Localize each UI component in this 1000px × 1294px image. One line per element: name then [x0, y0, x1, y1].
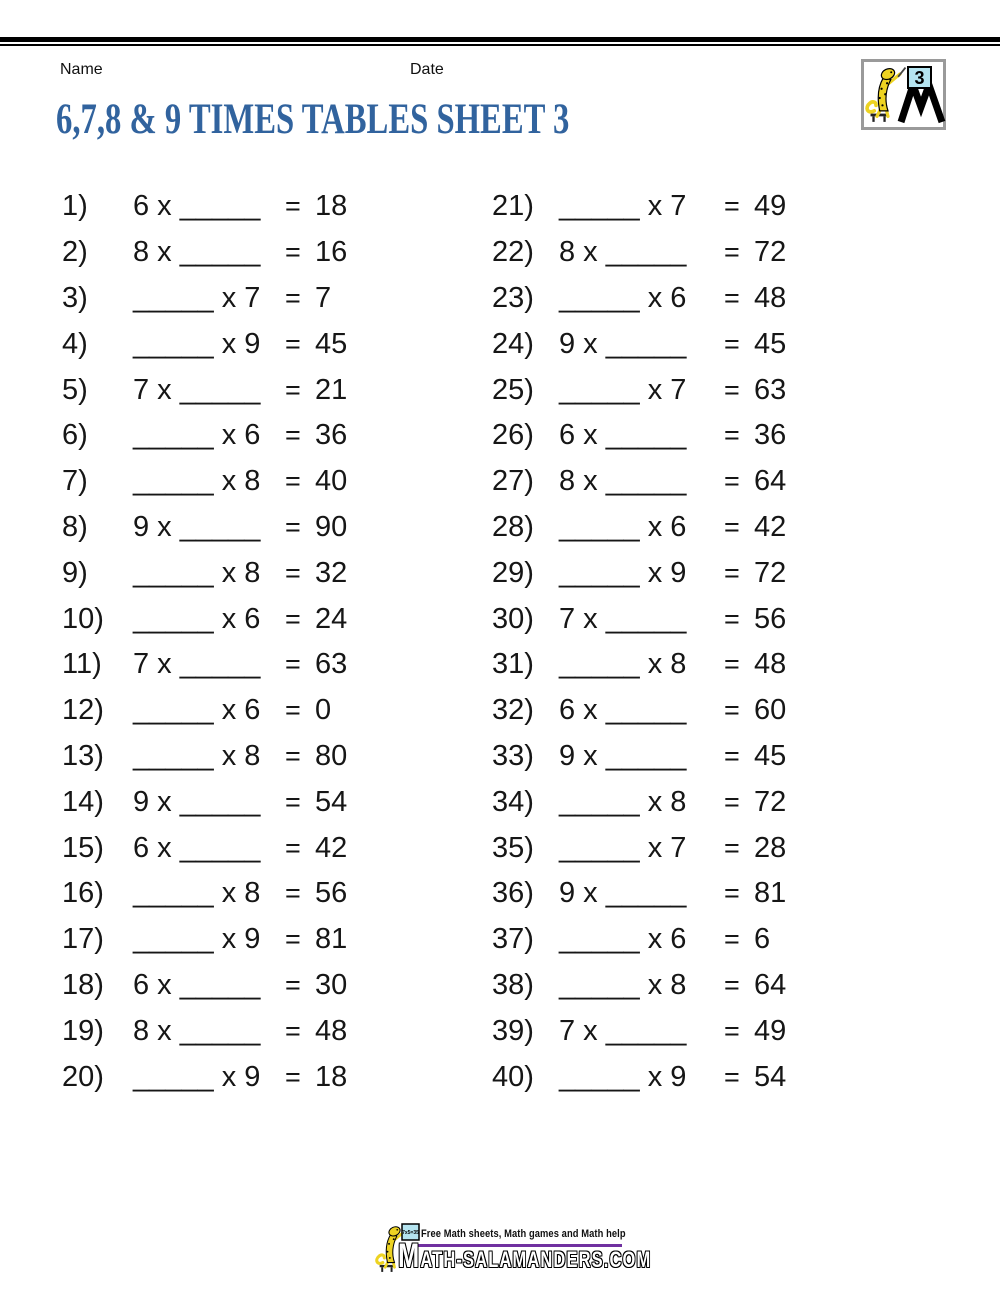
problem-row — [492, 825, 786, 871]
equals-sign: = — [285, 1061, 301, 1092]
equals-sign: = — [724, 1015, 740, 1046]
equals-sign: = — [724, 328, 740, 359]
problem-row — [62, 505, 347, 551]
problem-row — [492, 642, 786, 688]
problem-answer: 36 — [754, 419, 787, 452]
problem-expression: _____ x 6 — [559, 923, 687, 956]
problem-number: 13) — [62, 739, 104, 772]
problem-answer: 42 — [754, 510, 787, 543]
problem-row — [492, 779, 786, 825]
problem-answer: 81 — [315, 923, 348, 956]
problem-row — [492, 413, 786, 459]
problem-number: 40) — [492, 1060, 534, 1093]
equals-sign: = — [285, 740, 301, 771]
problem-row — [62, 321, 347, 367]
problem-number: 31) — [492, 648, 534, 681]
problem-number: 37) — [492, 923, 534, 956]
problem-expression: _____ x 9 — [133, 923, 261, 956]
equals-sign: = — [285, 969, 301, 1000]
equals-sign: = — [724, 557, 740, 588]
problem-expression: _____ x 6 — [133, 602, 261, 635]
problem-expression: 6 x _____ — [133, 190, 261, 223]
equals-sign: = — [285, 420, 301, 451]
problem-expression: _____ x 8 — [133, 465, 261, 498]
problem-expression: 8 x _____ — [559, 465, 687, 498]
problem-row — [492, 1054, 786, 1100]
problem-answer: 6 — [754, 923, 771, 956]
problem-expression: 7 x _____ — [559, 1014, 687, 1047]
problem-number: 22) — [492, 236, 534, 269]
problem-answer: 24 — [315, 602, 348, 635]
problem-number: 38) — [492, 968, 534, 1001]
equals-sign: = — [724, 924, 740, 955]
problem-row — [492, 596, 786, 642]
equals-sign: = — [724, 282, 740, 313]
problem-answer: 40 — [315, 465, 348, 498]
problem-row — [62, 230, 347, 276]
equals-sign: = — [724, 511, 740, 542]
problem-number: 14) — [62, 785, 104, 818]
problem-number: 17) — [62, 923, 104, 956]
problem-number: 39) — [492, 1014, 534, 1047]
equals-sign: = — [285, 237, 301, 268]
problem-row — [62, 459, 347, 505]
problem-number: 2) — [62, 236, 88, 269]
equals-sign: = — [285, 924, 301, 955]
equals-sign: = — [285, 466, 301, 497]
problem-number: 8) — [62, 510, 88, 543]
problem-expression: _____ x 7 — [559, 190, 687, 223]
problem-answer: 21 — [315, 373, 348, 406]
problem-row — [492, 734, 786, 780]
problem-expression: _____ x 8 — [133, 739, 261, 772]
brand-m-letter: M — [398, 1237, 421, 1275]
problem-number: 20) — [62, 1060, 104, 1093]
problem-row — [62, 550, 347, 596]
problem-expression: 8 x _____ — [559, 236, 687, 269]
problem-row — [62, 1008, 347, 1054]
problem-row — [62, 871, 347, 917]
equals-sign: = — [724, 237, 740, 268]
problem-expression: _____ x 9 — [559, 1060, 687, 1093]
problem-number: 7) — [62, 465, 88, 498]
problem-expression: _____ x 9 — [133, 1060, 261, 1093]
problem-number: 11) — [62, 648, 102, 681]
equals-sign: = — [285, 695, 301, 726]
equals-sign: = — [285, 832, 301, 863]
problem-row — [62, 1054, 347, 1100]
problem-expression: 8 x _____ — [133, 236, 261, 269]
equals-sign: = — [724, 466, 740, 497]
problem-answer: 7 — [315, 281, 332, 314]
problem-expression: 9 x _____ — [559, 739, 687, 772]
problem-row — [492, 459, 786, 505]
problem-row — [492, 276, 786, 322]
page-title: 6,7,8 & 9 TIMES TABLES SHEET 3 — [56, 96, 570, 143]
problem-row — [492, 688, 786, 734]
problem-answer: 42 — [315, 831, 348, 864]
problem-expression: 6 x _____ — [133, 968, 261, 1001]
equals-sign: = — [285, 603, 301, 634]
problem-row — [492, 321, 786, 367]
problem-answer: 54 — [315, 785, 348, 818]
footer-tagline: Free Math sheets, Math games and Math help — [421, 1228, 626, 1240]
problem-expression: _____ x 6 — [133, 419, 261, 452]
problem-number: 35) — [492, 831, 534, 864]
problem-expression: _____ x 8 — [559, 785, 687, 818]
problems-column-right — [492, 184, 786, 1100]
problem-number: 4) — [62, 327, 88, 360]
problem-row — [62, 276, 347, 322]
problem-number: 23) — [492, 281, 534, 314]
equals-sign: = — [724, 649, 740, 680]
problem-number: 5) — [62, 373, 88, 406]
problem-expression: 7 x _____ — [559, 602, 687, 635]
problem-number: 32) — [492, 694, 534, 727]
problem-expression: 6 x _____ — [133, 831, 261, 864]
problem-row — [62, 734, 347, 780]
problem-answer: 64 — [754, 465, 787, 498]
problem-expression: 9 x _____ — [559, 877, 687, 910]
problem-number: 3) — [62, 281, 88, 314]
problem-answer: 56 — [754, 602, 787, 635]
problem-expression: _____ x 6 — [133, 694, 261, 727]
problem-answer: 48 — [315, 1014, 348, 1047]
problem-row — [62, 642, 347, 688]
problem-answer: 72 — [754, 556, 787, 589]
problem-answer: 16 — [315, 236, 348, 269]
problem-expression: _____ x 7 — [559, 373, 687, 406]
problem-expression: 7 x _____ — [133, 373, 261, 406]
problem-expression: 6 x _____ — [559, 694, 687, 727]
problem-expression: _____ x 6 — [559, 510, 687, 543]
problem-number: 30) — [492, 602, 534, 635]
problem-row — [492, 184, 786, 230]
problem-number: 12) — [62, 694, 104, 727]
equals-sign: = — [285, 557, 301, 588]
problem-number: 1) — [62, 190, 88, 223]
problem-answer: 64 — [754, 968, 787, 1001]
problem-row — [492, 230, 786, 276]
problem-expression: 8 x _____ — [133, 1014, 261, 1047]
footer-board-text: 7x5=35 — [402, 1230, 419, 1236]
problem-number: 36) — [492, 877, 534, 910]
equals-sign: = — [285, 878, 301, 909]
site-rest-text: ATH-SALAMANDERS.COM — [420, 1247, 652, 1272]
problem-number: 33) — [492, 739, 534, 772]
problem-expression: 6 x _____ — [559, 419, 687, 452]
problem-number: 27) — [492, 465, 534, 498]
problem-row — [62, 413, 347, 459]
problem-number: 24) — [492, 327, 534, 360]
problem-number: 25) — [492, 373, 534, 406]
equals-sign: = — [724, 878, 740, 909]
problem-expression: _____ x 9 — [133, 327, 261, 360]
problem-expression: _____ x 8 — [559, 968, 687, 1001]
footer — [375, 1222, 665, 1282]
problem-row — [492, 963, 786, 1009]
problem-answer: 60 — [754, 694, 787, 727]
equals-sign: = — [724, 969, 740, 1000]
problem-number: 19) — [62, 1014, 104, 1047]
problem-number: 21) — [492, 190, 534, 223]
problem-answer: 45 — [754, 327, 787, 360]
problem-number: 28) — [492, 510, 534, 543]
problem-row — [62, 825, 347, 871]
equals-sign: = — [724, 191, 740, 222]
problem-row — [492, 871, 786, 917]
top-rule-thick — [0, 37, 1000, 42]
problem-answer: 63 — [315, 648, 348, 681]
problem-answer: 72 — [754, 236, 787, 269]
problem-row — [62, 917, 347, 963]
problem-row — [62, 184, 347, 230]
problem-number: 18) — [62, 968, 104, 1001]
problem-answer: 48 — [754, 281, 787, 314]
problem-number: 16) — [62, 877, 104, 910]
problem-number: 34) — [492, 785, 534, 818]
equals-sign: = — [285, 649, 301, 680]
equals-sign: = — [285, 1015, 301, 1046]
problem-row — [62, 596, 347, 642]
problem-number: 6) — [62, 419, 88, 452]
salamander-logo-badge — [861, 59, 946, 130]
equals-sign: = — [724, 695, 740, 726]
equals-sign: = — [724, 786, 740, 817]
problem-row — [492, 505, 786, 551]
problem-number: 15) — [62, 831, 104, 864]
problem-answer: 72 — [754, 785, 787, 818]
equals-sign: = — [285, 191, 301, 222]
problem-expression: _____ x 8 — [559, 648, 687, 681]
problem-answer: 36 — [315, 419, 348, 452]
problem-row — [492, 367, 786, 413]
problem-answer: 56 — [315, 877, 348, 910]
equals-sign: = — [724, 740, 740, 771]
name-label: Name — [60, 61, 103, 78]
equals-sign: = — [724, 832, 740, 863]
problem-answer: 54 — [754, 1060, 787, 1093]
problem-row — [62, 779, 347, 825]
problem-answer: 32 — [315, 556, 348, 589]
problem-expression: _____ x 7 — [559, 831, 687, 864]
problem-answer: 18 — [315, 190, 348, 223]
site-name — [398, 1239, 651, 1273]
equals-sign: = — [724, 420, 740, 451]
problem-expression: _____ x 8 — [133, 556, 261, 589]
problem-answer: 28 — [754, 831, 787, 864]
problem-expression: _____ x 7 — [133, 281, 261, 314]
date-label: Date — [410, 61, 444, 78]
problem-row — [492, 550, 786, 596]
problem-expression: 7 x _____ — [133, 648, 261, 681]
problem-row — [492, 917, 786, 963]
problem-number: 26) — [492, 419, 534, 452]
problem-answer: 90 — [315, 510, 348, 543]
problem-answer: 80 — [315, 739, 348, 772]
problem-row — [62, 963, 347, 1009]
logo-grade-number: 3 — [914, 68, 925, 88]
equals-sign: = — [285, 374, 301, 405]
problem-expression: 9 x _____ — [133, 510, 261, 543]
problem-row — [62, 688, 347, 734]
equals-sign: = — [724, 1061, 740, 1092]
problem-row — [62, 367, 347, 413]
problem-number: 9) — [62, 556, 88, 589]
problem-answer: 49 — [754, 1014, 787, 1047]
top-rule-thin — [0, 44, 1000, 46]
problem-answer: 0 — [315, 694, 332, 727]
problem-answer: 18 — [315, 1060, 348, 1093]
problem-answer: 48 — [754, 648, 787, 681]
problem-expression: _____ x 6 — [559, 281, 687, 314]
equals-sign: = — [285, 511, 301, 542]
problem-expression: 9 x _____ — [559, 327, 687, 360]
equals-sign: = — [724, 374, 740, 405]
equals-sign: = — [724, 603, 740, 634]
equals-sign: = — [285, 328, 301, 359]
problem-expression: _____ x 9 — [559, 556, 687, 589]
problems-column-left — [62, 184, 347, 1100]
problem-answer: 81 — [754, 877, 787, 910]
problem-expression: 9 x _____ — [133, 785, 261, 818]
problem-answer: 49 — [754, 190, 787, 223]
problem-answer: 63 — [754, 373, 787, 406]
salamander-logo-icon — [861, 59, 946, 130]
problem-answer: 45 — [315, 327, 348, 360]
problem-row — [492, 1008, 786, 1054]
problem-number: 10) — [62, 602, 104, 635]
problem-answer: 45 — [754, 739, 787, 772]
problem-answer: 30 — [315, 968, 348, 1001]
problem-number: 29) — [492, 556, 534, 589]
equals-sign: = — [285, 786, 301, 817]
equals-sign: = — [285, 282, 301, 313]
problem-expression: _____ x 8 — [133, 877, 261, 910]
